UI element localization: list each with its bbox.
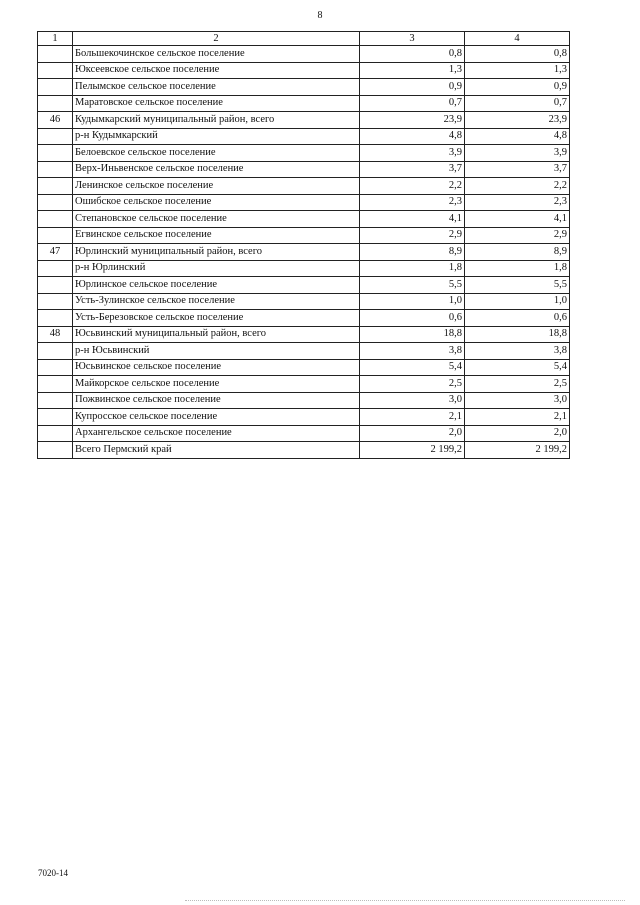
value-column-3-cell: 0,6 xyxy=(360,310,465,327)
value-column-4-cell: 2 199,2 xyxy=(465,442,570,459)
row-number-cell xyxy=(38,178,73,195)
row-number-cell xyxy=(38,260,73,277)
row-number-cell xyxy=(38,359,73,376)
municipality-name-cell: Белоевское сельское поселение xyxy=(73,145,360,162)
table-row xyxy=(38,112,570,129)
table-row xyxy=(38,244,570,261)
table-row xyxy=(38,425,570,442)
value-column-4-cell: 5,5 xyxy=(465,277,570,294)
row-number-cell xyxy=(38,227,73,244)
table-row xyxy=(38,128,570,145)
table-row xyxy=(38,211,570,228)
municipality-name-cell: р-н Юсьвинский xyxy=(73,343,360,360)
value-column-4-cell: 2,9 xyxy=(465,227,570,244)
value-column-3-cell: 2,1 xyxy=(360,409,465,426)
column-header-3: 3 xyxy=(360,32,465,46)
municipality-name-cell: Юсьвинское сельское поселение xyxy=(73,359,360,376)
municipality-name-cell: Пожвинское сельское поселение xyxy=(73,392,360,409)
table-row xyxy=(38,46,570,63)
municipality-name-cell: Большекочинское сельское поселение xyxy=(73,46,360,63)
column-header-4: 4 xyxy=(465,32,570,46)
allocation-table xyxy=(37,31,570,459)
municipality-name-cell: Юрлинское сельское поселение xyxy=(73,277,360,294)
value-column-4-cell: 0,6 xyxy=(465,310,570,327)
municipality-name-cell: Кудымкарский муниципальный район, всего xyxy=(73,112,360,129)
row-number-cell xyxy=(38,46,73,63)
value-column-4-cell: 4,8 xyxy=(465,128,570,145)
value-column-4-cell: 3,0 xyxy=(465,392,570,409)
column-header-1: 1 xyxy=(38,32,73,46)
table-row xyxy=(38,326,570,343)
municipality-name-cell: Всего Пермский край xyxy=(73,442,360,459)
value-column-4-cell: 2,2 xyxy=(465,178,570,195)
row-number-cell xyxy=(38,128,73,145)
value-column-3-cell: 23,9 xyxy=(360,112,465,129)
municipality-name-cell: Юсьвинский муниципальный район, всего xyxy=(73,326,360,343)
value-column-4-cell: 1,8 xyxy=(465,260,570,277)
municipality-name-cell: Егвинское сельское поселение xyxy=(73,227,360,244)
row-number-cell xyxy=(38,343,73,360)
row-number-cell xyxy=(38,95,73,112)
row-number-cell xyxy=(38,409,73,426)
municipality-name-cell: Ленинское сельское поселение xyxy=(73,178,360,195)
table-row xyxy=(38,409,570,426)
value-column-3-cell: 8,9 xyxy=(360,244,465,261)
municipality-name-cell: р-н Кудымкарский xyxy=(73,128,360,145)
row-number-cell xyxy=(38,293,73,310)
value-column-3-cell: 0,9 xyxy=(360,79,465,96)
table-row xyxy=(38,62,570,79)
value-column-4-cell: 18,8 xyxy=(465,326,570,343)
table-row xyxy=(38,194,570,211)
value-column-3-cell: 0,7 xyxy=(360,95,465,112)
bottom-rule xyxy=(185,900,625,901)
table-row xyxy=(38,95,570,112)
municipality-name-cell: Маратовское сельское поселение xyxy=(73,95,360,112)
value-column-3-cell: 3,0 xyxy=(360,392,465,409)
value-column-3-cell: 2,5 xyxy=(360,376,465,393)
value-column-4-cell: 2,3 xyxy=(465,194,570,211)
municipality-name-cell: Степановское сельское поселение xyxy=(73,211,360,228)
table-row xyxy=(38,178,570,195)
table-row xyxy=(38,310,570,327)
value-column-4-cell: 23,9 xyxy=(465,112,570,129)
value-column-4-cell: 0,8 xyxy=(465,46,570,63)
municipality-name-cell: Майкорское сельское поселение xyxy=(73,376,360,393)
table-row xyxy=(38,376,570,393)
value-column-3-cell: 2,0 xyxy=(360,425,465,442)
table-row xyxy=(38,359,570,376)
row-number-cell xyxy=(38,62,73,79)
municipality-name-cell: Пелымское сельское поселение xyxy=(73,79,360,96)
value-column-3-cell: 3,8 xyxy=(360,343,465,360)
municipality-name-cell: Ошибское сельское поселение xyxy=(73,194,360,211)
value-column-4-cell: 1,0 xyxy=(465,293,570,310)
row-number-cell xyxy=(38,310,73,327)
table-row xyxy=(38,161,570,178)
page-number: 8 xyxy=(317,10,323,21)
value-column-3-cell: 3,9 xyxy=(360,145,465,162)
value-column-4-cell: 8,9 xyxy=(465,244,570,261)
row-number-cell xyxy=(38,392,73,409)
row-number-cell xyxy=(38,145,73,162)
value-column-4-cell: 0,7 xyxy=(465,95,570,112)
value-column-3-cell: 5,5 xyxy=(360,277,465,294)
municipality-name-cell: р-н Юрлинский xyxy=(73,260,360,277)
table-row xyxy=(38,145,570,162)
municipality-name-cell: Архангельское сельское поселение xyxy=(73,425,360,442)
value-column-4-cell: 3,8 xyxy=(465,343,570,360)
row-number-cell xyxy=(38,211,73,228)
row-number-cell xyxy=(38,161,73,178)
value-column-3-cell: 5,4 xyxy=(360,359,465,376)
value-column-3-cell: 2,2 xyxy=(360,178,465,195)
value-column-3-cell: 2,3 xyxy=(360,194,465,211)
row-number-cell xyxy=(38,442,73,459)
value-column-4-cell: 0,9 xyxy=(465,79,570,96)
table-row xyxy=(38,293,570,310)
value-column-3-cell: 1,3 xyxy=(360,62,465,79)
row-number-cell xyxy=(38,194,73,211)
table-row xyxy=(38,79,570,96)
value-column-3-cell: 3,7 xyxy=(360,161,465,178)
table-row xyxy=(38,227,570,244)
value-column-4-cell: 4,1 xyxy=(465,211,570,228)
row-number-cell: 48 xyxy=(38,326,73,343)
value-column-3-cell: 1,8 xyxy=(360,260,465,277)
municipality-name-cell: Усть-Зулинское сельское поселение xyxy=(73,293,360,310)
table-row xyxy=(38,442,570,459)
value-column-3-cell: 1,0 xyxy=(360,293,465,310)
table-row xyxy=(38,392,570,409)
municipality-name-cell: Юксеевское сельское поселение xyxy=(73,62,360,79)
table-row xyxy=(38,343,570,360)
document-code: 7020-14 xyxy=(38,868,68,878)
value-column-3-cell: 0,8 xyxy=(360,46,465,63)
municipality-name-cell: Юрлинский муниципальный район, всего xyxy=(73,244,360,261)
row-number-cell xyxy=(38,376,73,393)
row-number-cell xyxy=(38,425,73,442)
value-column-4-cell: 5,4 xyxy=(465,359,570,376)
table-row xyxy=(38,260,570,277)
value-column-4-cell: 3,9 xyxy=(465,145,570,162)
value-column-4-cell: 2,0 xyxy=(465,425,570,442)
value-column-4-cell: 2,1 xyxy=(465,409,570,426)
municipality-name-cell: Верх-Иньвенское сельское поселение xyxy=(73,161,360,178)
value-column-3-cell: 2 199,2 xyxy=(360,442,465,459)
value-column-4-cell: 2,5 xyxy=(465,376,570,393)
column-header-2: 2 xyxy=(73,32,360,46)
row-number-cell: 47 xyxy=(38,244,73,261)
value-column-4-cell: 1,3 xyxy=(465,62,570,79)
municipality-name-cell: Купросское сельское поселение xyxy=(73,409,360,426)
value-column-3-cell: 2,9 xyxy=(360,227,465,244)
value-column-4-cell: 3,7 xyxy=(465,161,570,178)
row-number-cell xyxy=(38,277,73,294)
table-header-row xyxy=(38,32,570,46)
municipality-name-cell: Усть-Березовское сельское поселение xyxy=(73,310,360,327)
row-number-cell xyxy=(38,79,73,96)
value-column-3-cell: 4,1 xyxy=(360,211,465,228)
value-column-3-cell: 4,8 xyxy=(360,128,465,145)
table-row xyxy=(38,277,570,294)
row-number-cell: 46 xyxy=(38,112,73,129)
table-body xyxy=(38,46,570,459)
value-column-3-cell: 18,8 xyxy=(360,326,465,343)
